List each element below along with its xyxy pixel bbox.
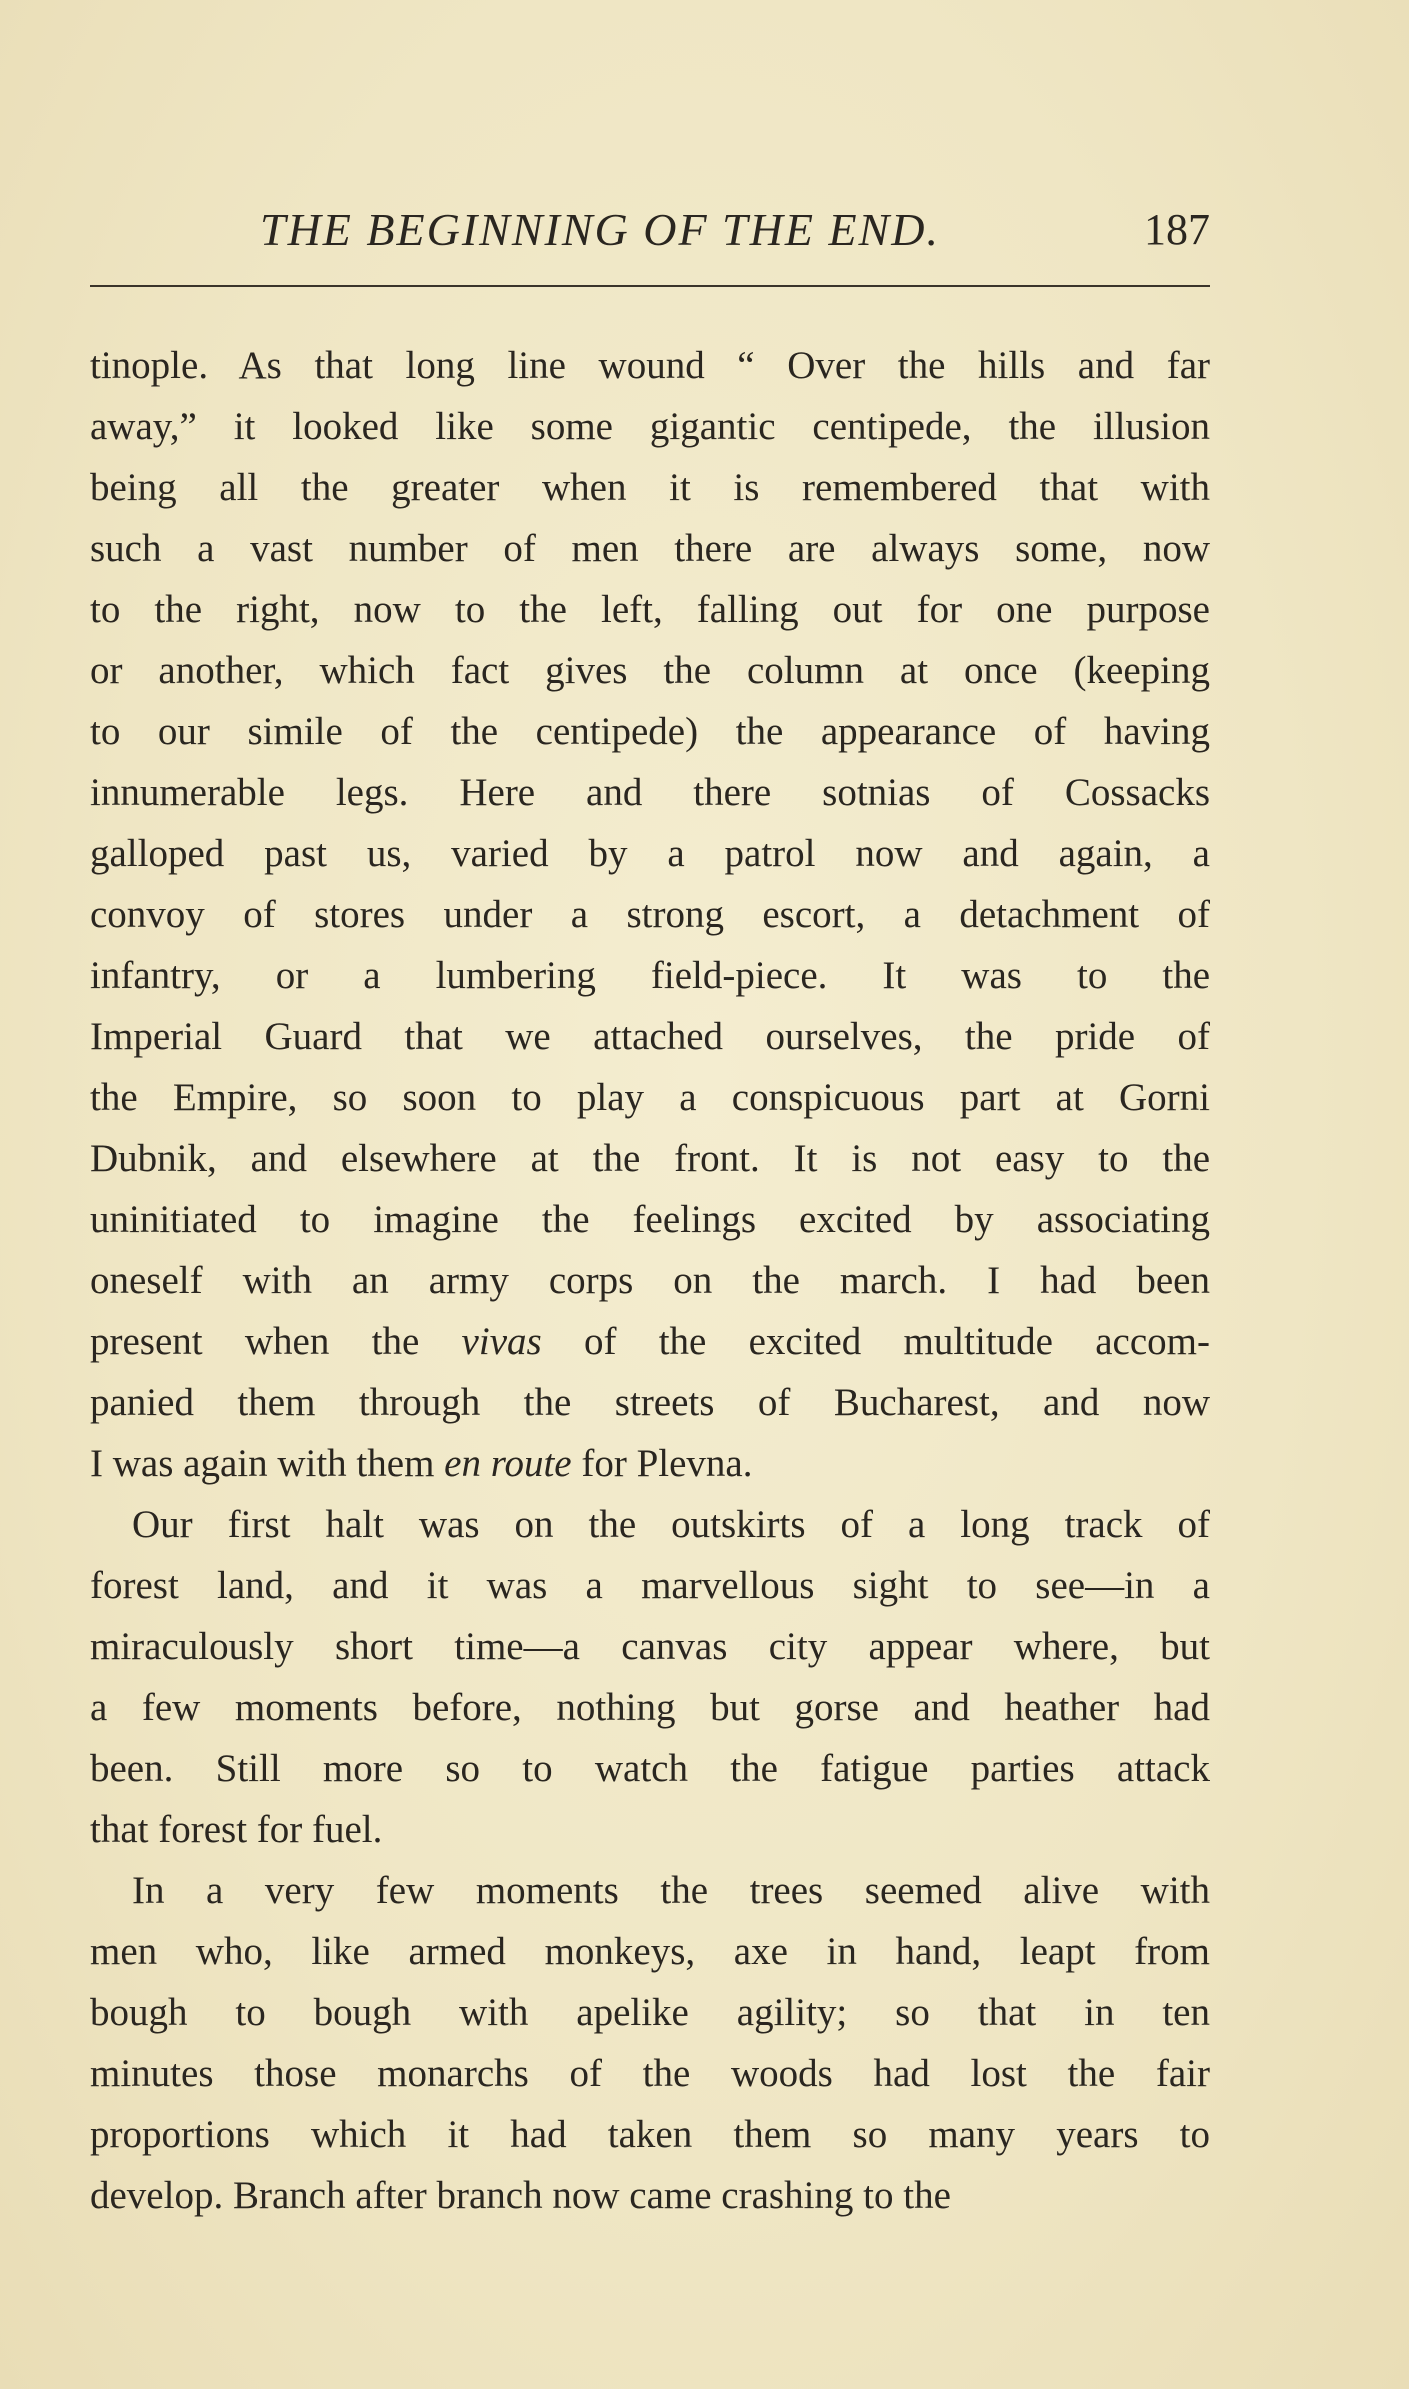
text-segment: develop. Branch after branch now came crashing to the [90,2174,951,2217]
text-segment: tinople. As that long line wound “ Over the hills and far [90,344,1210,387]
text-segment: of the excited multitude accom- [541,1320,1210,1363]
text-line [90,2104,1210,2165]
text-segment: Imperial Guard that we attached ourselves, the pride of [90,1015,1210,1058]
text-line [90,2165,1210,2226]
paragraph [90,1494,1210,1860]
italic-phrase: vivas [461,1320,542,1363]
text-segment: present when the [90,1320,462,1363]
text-segment: to the right, now to the left, falling out for one purpose [90,588,1210,631]
text-segment: being all the greater when it is remembered that with [90,466,1210,509]
text-segment: men who, like armed monkeys, axe in hand, leapt from [90,1930,1210,1973]
text-segment: infantry, or a lumbering field-piece. It was to the [90,954,1210,997]
text-segment: galloped past us, varied by a patrol now and again, a [90,832,1210,875]
text-segment: forest land, and it was a marvellous sight to see—in a [90,1564,1210,1607]
text-line [90,1372,1210,1433]
header-rule [90,285,1210,287]
text-line [90,884,1210,945]
text-segment: for Plevna. [571,1442,753,1485]
paragraph [90,1860,1210,2226]
text-line [90,1799,1210,1860]
text-segment: to our simile of the centipede) the appearance of having [90,710,1210,753]
italic-phrase: en route [444,1442,572,1485]
text-line [90,1128,1210,1189]
text-line [90,640,1210,701]
text-segment: or another, which fact gives the column at once (keeping [90,649,1210,692]
text-line [90,1616,1210,1677]
text-line [90,579,1210,640]
text-segment: convoy of stores under a strong escort, a detachment of [90,893,1210,936]
text-line [90,1494,1210,1555]
text-line [90,1250,1210,1311]
text-segment: a few moments before, nothing but gorse and heather had [90,1686,1210,1729]
text-segment: such a vast number of men there are always some, now [90,527,1210,570]
text-segment: panied them through the streets of Bucharest, and now [90,1381,1210,1424]
text-line [90,335,1210,396]
text-segment: proportions which it had taken them so many years to [90,2113,1210,2156]
text-segment: been. Still more so to watch the fatigue parties attack [90,1747,1210,1790]
text-line [90,823,1210,884]
text-line [90,396,1210,457]
text-line [90,1921,1210,1982]
text-line [90,1677,1210,1738]
text-segment: innumerable legs. Here and there sotnias of Cossacks [90,771,1210,814]
text-line [90,945,1210,1006]
text-segment: that forest for fuel. [90,1808,383,1851]
text-segment: Dubnik, and elsewhere at the front. It is not easy to the [90,1137,1210,1180]
text-line [90,762,1210,823]
text-segment: the Empire, so soon to play a conspicuous part at Gorni [90,1076,1210,1119]
text-segment: minutes those monarchs of the woods had lost the fair [90,2052,1210,2095]
text-segment: Our first halt was on the outskirts of a long track of [132,1503,1210,1546]
text-line [90,1006,1210,1067]
text-line [90,1982,1210,2043]
text-segment: oneself with an army corps on the march. I had been [90,1259,1210,1302]
text-line [90,701,1210,762]
text-line [90,1189,1210,1250]
text-segment: uninitiated to imagine the feelings excited by associating [90,1198,1210,1241]
text-line [90,457,1210,518]
text-line [90,1555,1210,1616]
paragraph [90,335,1210,1494]
text-segment: bough to bough with apelike agility; so that in ten [90,1991,1210,2034]
text-line [90,2043,1210,2104]
text-line [90,1433,1210,1494]
page-number: 187 [1144,205,1210,254]
running-title: THE BEGINNING OF THE END. [260,204,940,255]
page-header [90,200,1210,260]
text-line [90,1311,1210,1372]
text-line [90,1738,1210,1799]
text-segment: away,” it looked like some gigantic centipede, the illusion [90,405,1210,448]
text-segment: I was again with them [90,1442,445,1485]
text-segment: miraculously short time—a canvas city appear where, but [90,1625,1210,1668]
text-line [90,518,1210,579]
text-line [90,1067,1210,1128]
text-segment: In a very few moments the trees seemed alive with [132,1869,1210,1912]
body-text [90,335,1210,2226]
text-line [90,1860,1210,1921]
